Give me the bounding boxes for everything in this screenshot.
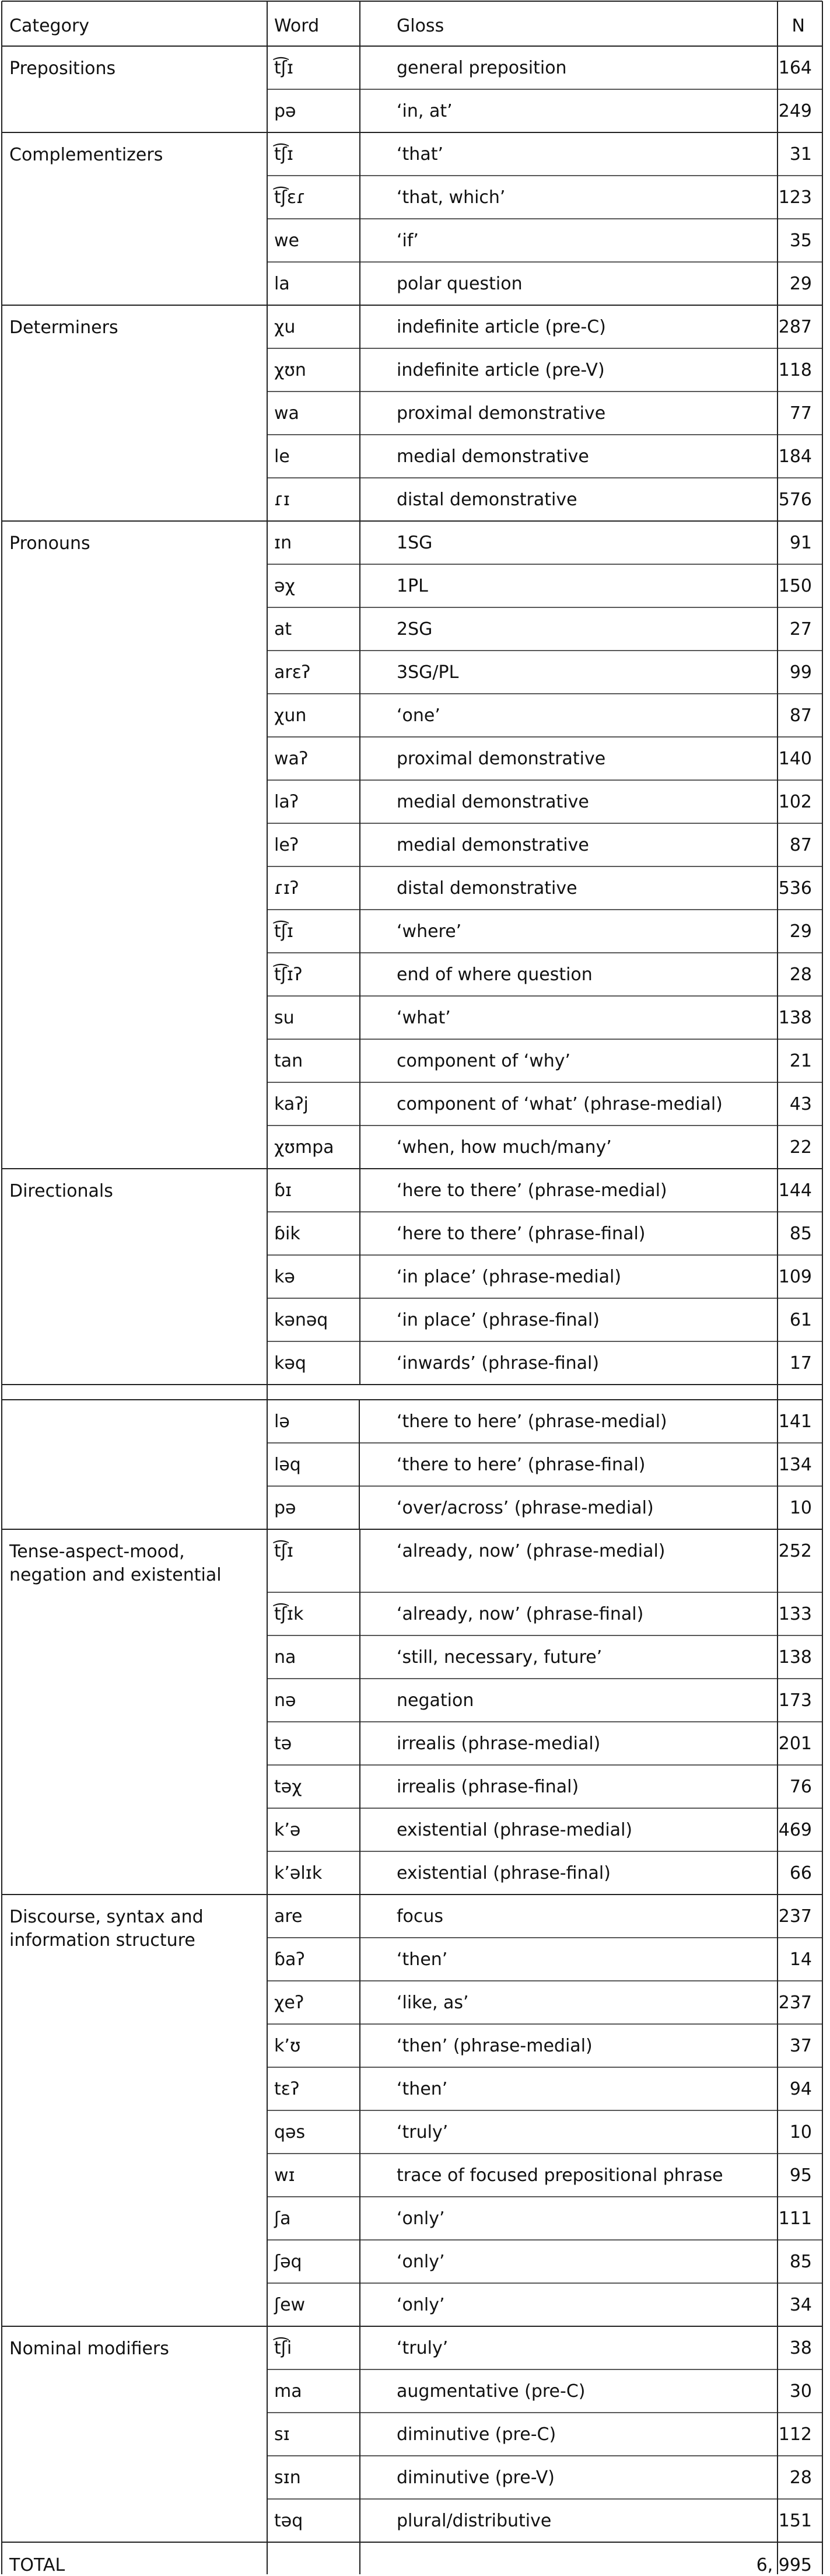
gloss-cell: diminutive (pre-V) (397, 2467, 555, 2488)
count-cell: 576 (778, 490, 812, 510)
gloss-cell: distal demonstrative (397, 878, 577, 899)
gloss-cell: augmentative (pre-C) (397, 2381, 586, 2402)
gloss-cell: diminutive (pre-C) (397, 2424, 556, 2445)
count-cell: 87 (789, 705, 812, 726)
count-cell: 29 (789, 274, 812, 294)
category-label: Discourse, syntax and information structure (9, 1907, 204, 1951)
word-cell: leʔ (274, 835, 299, 855)
count-cell: 109 (778, 1267, 812, 1287)
count-cell: 66 (789, 1863, 812, 1883)
count-cell: 151 (778, 2511, 812, 2531)
word-cell: are (274, 1906, 303, 1927)
word-cell: t͡ʃɪ (274, 144, 293, 165)
word-cell: arɛʔ (274, 662, 311, 683)
gloss-cell: proximal demonstrative (397, 403, 606, 424)
word-cell: sɪn (274, 2467, 301, 2488)
word-cell: təq (274, 2511, 303, 2531)
count-cell: 28 (789, 2467, 812, 2488)
count-cell: 164 (778, 58, 812, 78)
word-cell: le (274, 446, 290, 467)
category-label: Complementizers (9, 145, 163, 165)
gloss-cell: ‘only’ (397, 2252, 445, 2272)
gloss-cell: focus (397, 1906, 444, 1927)
gloss-cell: ‘here to there’ (phrase-final) (397, 1224, 646, 1244)
gloss-cell: ‘in place’ (phrase-final) (397, 1310, 600, 1330)
gloss-cell: ‘here to there’ (phrase-medial) (397, 1180, 667, 1201)
count-cell: 469 (778, 1820, 812, 1840)
gloss-cell: ‘over/across’ (phrase-medial) (397, 1498, 654, 1518)
count-cell: 536 (778, 878, 812, 899)
word-cell: la (274, 274, 290, 294)
gloss-cell: ‘truly’ (397, 2122, 449, 2142)
gloss-cell: polar question (397, 274, 523, 294)
gloss-cell: distal demonstrative (397, 490, 577, 510)
gloss-cell: ‘in place’ (phrase-medial) (397, 1267, 622, 1287)
gloss-cell: ‘then’ (397, 2079, 448, 2099)
gloss-cell: existential (phrase-medial) (397, 1820, 633, 1840)
count-cell: 150 (778, 576, 812, 596)
gloss-cell: 1SG (397, 533, 433, 553)
count-cell: 34 (789, 2295, 812, 2315)
count-cell: 237 (778, 1906, 812, 1927)
gloss-cell: medial demonstrative (397, 835, 589, 855)
count-cell: 30 (789, 2381, 812, 2402)
category-label: Determiners (9, 317, 118, 338)
word-cell: k’ə (274, 1820, 301, 1840)
word-cell: ɪn (274, 533, 292, 553)
word-cell: ʃa (274, 2208, 291, 2229)
gloss-cell: ‘then’ (phrase-medial) (397, 2036, 593, 2056)
count-cell: 144 (778, 1180, 812, 1201)
count-cell: 43 (789, 1094, 812, 1114)
header-gloss: Gloss (397, 16, 444, 36)
gloss-cell: existential (phrase-final) (397, 1863, 611, 1883)
header-word: Word (274, 16, 320, 36)
gloss-cell: medial demonstrative (397, 792, 589, 812)
gloss-cell: ‘then’ (397, 1949, 448, 1970)
word-cell: t͡ʃɪk (274, 1604, 304, 1624)
count-cell: 14 (789, 1949, 812, 1970)
count-cell: 77 (789, 403, 812, 424)
gloss-cell: 3SG/PL (397, 662, 459, 683)
gloss-cell: ‘if’ (397, 230, 419, 251)
count-cell: 10 (789, 2122, 812, 2142)
gloss-cell: ‘when, how much/many’ (397, 1137, 612, 1158)
gloss-cell: ‘in, at’ (397, 101, 453, 121)
category-label: Directionals (9, 1181, 113, 1201)
count-cell: 134 (778, 1455, 812, 1475)
count-cell: 201 (778, 1733, 812, 1754)
count-cell: 17 (789, 1353, 812, 1373)
category-label: Prepositions (9, 58, 116, 79)
word-cell: t͡ʃɪ (274, 1541, 293, 1561)
gloss-cell: ‘still, necessary, future’ (397, 1647, 603, 1668)
count-cell: 133 (778, 1604, 812, 1624)
word-cell: kaʔj (274, 1094, 309, 1114)
count-cell: 252 (778, 1541, 812, 1561)
count-cell: 141 (778, 1411, 812, 1432)
count-cell: 112 (778, 2424, 812, 2445)
word-cell: ɓaʔ (274, 1949, 305, 1970)
word-cell: χʊn (274, 360, 306, 380)
count-cell: 61 (789, 1310, 812, 1330)
word-cell: ɾɪ (274, 490, 290, 510)
count-cell: 118 (778, 360, 812, 380)
count-cell: 35 (789, 230, 812, 251)
word-cell: kəq (274, 1353, 306, 1373)
gloss-cell: ‘there to here’ (phrase-final) (397, 1455, 646, 1475)
word-cell: ʃəq (274, 2252, 302, 2272)
gloss-cell: ‘like, as’ (397, 1993, 469, 2013)
gloss-cell: trace of focused prepositional phrase (397, 2165, 723, 2186)
word-cell: k’ʊ (274, 2036, 301, 2056)
count-cell: 237 (778, 1993, 812, 2013)
word-cell: χeʔ (274, 1993, 304, 2013)
gloss-cell: 1PL (397, 576, 428, 596)
word-cell: χu (274, 317, 296, 337)
gloss-cell: negation (397, 1690, 474, 1711)
category-label: Tense-aspect-mood, negation and existential (9, 1542, 222, 1585)
word-cell: t͡ʃɛɾ (274, 187, 306, 208)
word-cell: ma (274, 2381, 302, 2402)
count-cell: 29 (789, 921, 812, 942)
gloss-cell: ‘what’ (397, 1008, 451, 1028)
word-cell: waʔ (274, 749, 309, 769)
gloss-cell: ‘only’ (397, 2295, 445, 2315)
count-cell: 22 (789, 1137, 812, 1158)
word-cell: χʊmpa (274, 1137, 334, 1158)
total-count: 6, 995 (756, 2555, 812, 2575)
word-cell: təχ (274, 1777, 302, 1797)
count-cell: 111 (778, 2208, 812, 2229)
gloss-cell: proximal demonstrative (397, 749, 606, 769)
word-cell: χun (274, 705, 307, 726)
gloss-cell: irrealis (phrase-final) (397, 1777, 579, 1797)
count-cell: 94 (789, 2079, 812, 2099)
count-cell: 138 (778, 1647, 812, 1668)
count-cell: 37 (789, 2036, 812, 2056)
count-cell: 28 (789, 964, 812, 985)
count-cell: 287 (778, 317, 812, 337)
word-cell: t͡ʃi (274, 2338, 292, 2358)
word-cell: kənəq (274, 1310, 328, 1330)
word-cell: nə (274, 1690, 296, 1711)
word-cell: we (274, 230, 299, 251)
header-n: N (792, 16, 805, 36)
count-cell: 138 (778, 1008, 812, 1028)
word-cell: ʃew (274, 2295, 306, 2315)
count-cell: 184 (778, 446, 812, 467)
word-cell: ɓik (274, 1224, 300, 1244)
word-cell: lə (274, 1411, 290, 1432)
count-cell: 10 (789, 1498, 812, 1518)
word-cell: at (274, 619, 292, 639)
gloss-cell: component of ‘why’ (397, 1051, 571, 1071)
word-cell: k’əlɪk (274, 1863, 323, 1883)
word-cell: kə (274, 1267, 295, 1287)
word-cell: na (274, 1647, 296, 1668)
count-cell: 249 (778, 101, 812, 121)
gloss-cell: ‘only’ (397, 2208, 445, 2229)
category-label: Nominal modifiers (9, 2339, 169, 2359)
word-cell: wɪ (274, 2165, 295, 2186)
gloss-cell: general preposition (397, 58, 567, 78)
count-cell: 99 (789, 662, 812, 683)
gloss-cell: ‘truly’ (397, 2338, 449, 2358)
gloss-cell: ‘already, now’ (phrase-final) (397, 1604, 644, 1624)
count-cell: 31 (789, 144, 812, 165)
gloss-cell: ‘where’ (397, 921, 462, 942)
count-cell: 38 (789, 2338, 812, 2358)
word-cell: su (274, 1008, 295, 1028)
count-cell: 85 (789, 1224, 812, 1244)
word-cell: sɪ (274, 2424, 290, 2445)
word-cell: t͡ʃɪ (274, 921, 293, 942)
word-cell: pə (274, 1498, 296, 1518)
gloss-cell: component of ‘what’ (phrase-medial) (397, 1094, 723, 1114)
word-cell: wa (274, 403, 299, 424)
count-cell: 91 (789, 533, 812, 553)
word-cell: t͡ʃɪʔ (274, 964, 303, 985)
word-cell: qəs (274, 2122, 306, 2142)
count-cell: 87 (789, 835, 812, 855)
category-label: Pronouns (9, 533, 90, 554)
count-cell: 76 (789, 1777, 812, 1797)
word-cell: pə (274, 101, 296, 121)
word-cell: əχ (274, 576, 295, 596)
gloss-cell: ‘one’ (397, 705, 440, 726)
gloss-cell: irrealis (phrase-medial) (397, 1733, 601, 1754)
count-cell: 140 (778, 749, 812, 769)
gloss-cell: medial demonstrative (397, 446, 589, 467)
count-cell: 173 (778, 1690, 812, 1711)
count-cell: 21 (789, 1051, 812, 1071)
gloss-cell: ‘that, which’ (397, 187, 506, 208)
gloss-cell: ‘already, now’ (phrase-medial) (397, 1541, 666, 1561)
gloss-cell: plural/distributive (397, 2511, 552, 2531)
count-cell: 102 (778, 792, 812, 812)
word-cell: tan (274, 1051, 303, 1071)
gloss-cell: ‘there to here’ (phrase-medial) (397, 1411, 667, 1432)
word-cell: t͡ʃɪ (274, 58, 293, 78)
word-cell: ləq (274, 1455, 301, 1475)
gloss-cell: indefinite article (pre-V) (397, 360, 605, 380)
gloss-cell: ‘that’ (397, 144, 443, 165)
word-cell: ɓɪ (274, 1180, 292, 1201)
word-cell: tɛʔ (274, 2079, 300, 2099)
count-cell: 85 (789, 2252, 812, 2272)
count-cell: 95 (789, 2165, 812, 2186)
count-cell: 27 (789, 619, 812, 639)
gloss-cell: ‘inwards’ (phrase-final) (397, 1353, 600, 1373)
word-cell: ɾɪʔ (274, 878, 299, 899)
gloss-cell: 2SG (397, 619, 433, 639)
word-cell: laʔ (274, 792, 299, 812)
total-label: TOTAL (9, 2555, 65, 2575)
word-cell: tə (274, 1733, 292, 1754)
gloss-cell: indefinite article (pre-C) (397, 317, 606, 337)
header-category: Category (9, 16, 90, 36)
count-cell: 123 (778, 187, 812, 208)
gloss-cell: end of where question (397, 964, 593, 985)
